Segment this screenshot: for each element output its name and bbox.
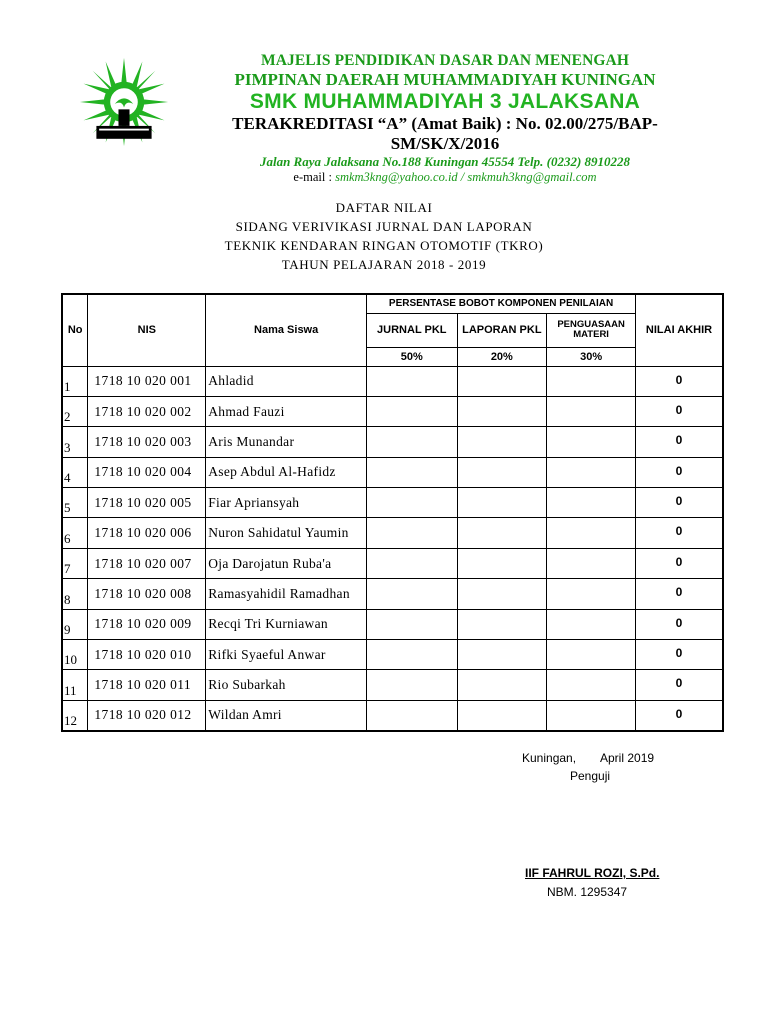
row-jurnal-cell[interactable] <box>367 670 457 700</box>
row-nis: 1718 10 020 007 <box>88 548 206 578</box>
row-laporan-cell[interactable] <box>457 518 547 548</box>
signature-role: Penguji <box>570 769 611 783</box>
row-jurnal-cell[interactable] <box>367 700 457 730</box>
header-weight-group: PERSENTASE BOBOT KOMPONEN PENILAIAN <box>367 294 636 313</box>
table-row <box>62 548 723 578</box>
row-nis: 1718 10 020 002 <box>88 396 206 426</box>
email-line <box>182 170 708 185</box>
row-penguasaan-cell[interactable] <box>547 609 636 639</box>
weight-jurnal: 50% <box>367 347 457 366</box>
row-laporan-cell[interactable] <box>457 609 547 639</box>
row-nis: 1718 10 020 012 <box>88 700 206 730</box>
row-jurnal-cell[interactable] <box>367 457 457 487</box>
row-name: Aris Munandar <box>206 427 367 457</box>
row-no: 8 <box>62 579 88 609</box>
row-nis: 1718 10 020 005 <box>88 488 206 518</box>
row-jurnal-cell[interactable] <box>367 366 457 396</box>
row-laporan-cell[interactable] <box>457 670 547 700</box>
row-laporan-cell[interactable] <box>457 548 547 578</box>
row-name: Ahmad Fauzi <box>206 396 367 426</box>
header-name: Nama Siswa <box>206 294 367 366</box>
row-nis: 1718 10 020 010 <box>88 640 206 670</box>
row-jurnal-cell[interactable] <box>367 396 457 426</box>
letterhead <box>72 52 708 184</box>
row-name: Nuron Sahidatul Yaumin <box>206 518 367 548</box>
table-row <box>62 518 723 548</box>
table-row <box>62 457 723 487</box>
grades-table <box>61 293 724 732</box>
weight-laporan: 20% <box>457 347 547 366</box>
row-nis: 1718 10 020 009 <box>88 609 206 639</box>
row-final: 0 <box>636 548 723 578</box>
row-no: 11 <box>62 670 88 700</box>
row-final: 0 <box>636 427 723 457</box>
table-row <box>62 396 723 426</box>
row-final: 0 <box>636 640 723 670</box>
row-laporan-cell[interactable] <box>457 396 547 426</box>
row-no: 6 <box>62 518 88 548</box>
table-row <box>62 609 723 639</box>
row-penguasaan-cell[interactable] <box>547 518 636 548</box>
row-jurnal-cell[interactable] <box>367 488 457 518</box>
row-penguasaan-cell[interactable] <box>547 457 636 487</box>
row-name: Asep Abdul Al-Hafidz <box>206 457 367 487</box>
row-nis: 1718 10 020 008 <box>88 579 206 609</box>
row-no: 1 <box>62 366 88 396</box>
letterhead-line2: PIMPINAN DAERAH MUHAMMADIYAH KUNINGAN <box>234 70 656 89</box>
row-jurnal-cell[interactable] <box>367 640 457 670</box>
row-no: 3 <box>62 427 88 457</box>
row-jurnal-cell[interactable] <box>367 579 457 609</box>
row-name: Ahladid <box>206 366 367 396</box>
row-penguasaan-cell[interactable] <box>547 366 636 396</box>
row-nis: 1718 10 020 004 <box>88 457 206 487</box>
header-jurnal: JURNAL PKL <box>367 313 457 347</box>
row-laporan-cell[interactable] <box>457 366 547 396</box>
email-value[interactable]: smkm3kng@yahoo.co.id / smkmuh3kng@gmail.com <box>335 170 597 184</box>
row-no: 9 <box>62 609 88 639</box>
row-nis: 1718 10 020 006 <box>88 518 206 548</box>
table-row <box>62 640 723 670</box>
school-name: SMK MUHAMMADIYAH 3 JALAKSANA <box>249 90 641 113</box>
header-penguasaan: PENGUASAAN MATERI <box>547 313 636 347</box>
title-line3: TEKNIK KENDARAN RINGAN OTOMOTIF (TKRO) <box>224 238 544 253</box>
weight-penguasaan: 30% <box>547 347 636 366</box>
row-name: Recqi Tri Kurniawan <box>206 609 367 639</box>
row-no: 2 <box>62 396 88 426</box>
header-no: No <box>62 294 88 366</box>
row-jurnal-cell[interactable] <box>367 518 457 548</box>
title-line4: TAHUN PELAJARAN 2018 - 2019 <box>281 257 487 272</box>
table-row <box>62 427 723 457</box>
row-penguasaan-cell[interactable] <box>547 670 636 700</box>
row-penguasaan-cell[interactable] <box>547 640 636 670</box>
signature-date: April 2019 <box>600 751 655 765</box>
row-final: 0 <box>636 700 723 730</box>
row-penguasaan-cell[interactable] <box>547 396 636 426</box>
row-no: 10 <box>62 640 88 670</box>
header-laporan: LAPORAN PKL <box>457 313 547 347</box>
table-row <box>62 488 723 518</box>
row-laporan-cell[interactable] <box>457 579 547 609</box>
row-jurnal-cell[interactable] <box>367 609 457 639</box>
row-jurnal-cell[interactable] <box>367 427 457 457</box>
accreditation: TERAKREDITASI “A” (Amat Baik) : No. 02.00/275/BAP-SM/SK/X/2016 <box>232 114 658 153</box>
row-laporan-cell[interactable] <box>457 700 547 730</box>
row-name: Ramasyahidil Ramadhan <box>206 579 367 609</box>
row-penguasaan-cell[interactable] <box>547 579 636 609</box>
address: Jalan Raya Jalaksana No.188 Kuningan 45554 Telp. (0232) 8910228 <box>259 154 631 169</box>
row-final: 0 <box>636 579 723 609</box>
row-laporan-cell[interactable] <box>457 640 547 670</box>
row-no: 5 <box>62 488 88 518</box>
row-no: 7 <box>62 548 88 578</box>
row-name: Fiar Apriansyah <box>206 488 367 518</box>
grade-rows <box>62 366 723 731</box>
row-final: 0 <box>636 366 723 396</box>
table-row <box>62 366 723 396</box>
row-laporan-cell[interactable] <box>457 488 547 518</box>
examiner-name: IIF FAHRUL ROZI, S.Pd. <box>525 866 660 880</box>
row-nis: 1718 10 020 001 <box>88 366 206 396</box>
row-laporan-cell[interactable] <box>457 427 547 457</box>
row-penguasaan-cell[interactable] <box>547 548 636 578</box>
table-row <box>62 670 723 700</box>
row-name: Rifki Syaeful Anwar <box>206 640 367 670</box>
row-name: Oja Darojatun Ruba'a <box>206 548 367 578</box>
table-row <box>62 700 723 730</box>
examiner-nbm: NBM. 1295347 <box>547 885 628 899</box>
header-nis: NIS <box>88 294 206 366</box>
row-penguasaan-cell[interactable] <box>547 488 636 518</box>
email-label: e-mail : <box>293 170 332 184</box>
row-name: Rio Subarkah <box>206 670 367 700</box>
signature-place: Kuningan, <box>522 751 577 765</box>
document-title <box>0 198 768 274</box>
row-nis: 1718 10 020 003 <box>88 427 206 457</box>
title-line1: DAFTAR NILAI <box>335 200 433 215</box>
row-laporan-cell[interactable] <box>457 457 547 487</box>
row-final: 0 <box>636 488 723 518</box>
letterhead-line1: MAJELIS PENDIDIKAN DASAR DAN MENENGAH <box>261 52 629 69</box>
row-no: 12 <box>62 700 88 730</box>
row-final: 0 <box>636 609 723 639</box>
header-final: NILAI AKHIR <box>636 294 723 366</box>
row-final: 0 <box>636 518 723 548</box>
row-no: 4 <box>62 457 88 487</box>
row-penguasaan-cell[interactable] <box>547 427 636 457</box>
row-jurnal-cell[interactable] <box>367 548 457 578</box>
title-line2: SIDANG VERIVIKASI JURNAL DAN LAPORAN <box>235 219 533 234</box>
row-final: 0 <box>636 670 723 700</box>
muhammadiyah-sun-logo-icon <box>78 56 170 148</box>
row-penguasaan-cell[interactable] <box>547 700 636 730</box>
row-final: 0 <box>636 396 723 426</box>
table-row <box>62 579 723 609</box>
row-final: 0 <box>636 457 723 487</box>
row-name: Wildan Amri <box>206 700 367 730</box>
row-nis: 1718 10 020 011 <box>88 670 206 700</box>
